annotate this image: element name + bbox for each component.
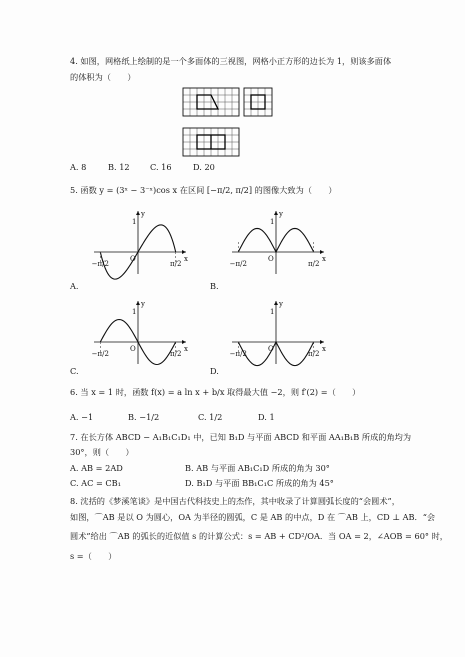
q6-option-b[interactable]: B. −1/2 bbox=[128, 412, 160, 422]
q6-stem: 6. 当 x = 1 时，函数 f(x) = a ln x + b/x 取得最大值 −2，则 f′(2) =（ ） bbox=[70, 387, 361, 397]
graph-c bbox=[90, 298, 190, 368]
graph-b-origin-label: O bbox=[268, 255, 274, 263]
graph-d-x-label: x bbox=[322, 345, 326, 353]
q4-stem-line1: 4. 如图，网格纸上绘制的是一个多面体的三视图，网格小正方形的边长为 1，则该多面体 bbox=[70, 56, 392, 66]
graph-b-x-arrow bbox=[320, 250, 324, 254]
graph-d-origin-label: O bbox=[268, 345, 274, 353]
graph-a-x-label: x bbox=[184, 255, 188, 263]
graph-c-tick-pos: π/2 bbox=[169, 350, 182, 358]
q8-line4: s =（ ） bbox=[70, 551, 117, 561]
graph-b-x-label: x bbox=[322, 255, 326, 263]
graph-d-x-arrow bbox=[320, 340, 324, 344]
graph-a bbox=[90, 208, 190, 278]
graph-a-label[interactable]: A. bbox=[70, 281, 79, 291]
graph-a-origin-label: O bbox=[130, 255, 136, 263]
q7-option-d[interactable]: D. B₁D 与平面 BB₁C₁C 所成的角为 45° bbox=[185, 478, 334, 488]
graph-a-tick-pos: π/2 bbox=[169, 260, 182, 268]
three-view-front bbox=[183, 88, 239, 116]
q4-option-d[interactable]: D. 20 bbox=[193, 162, 215, 172]
graph-b-tick-pos: π/2 bbox=[307, 260, 320, 268]
q7-stem-line1: 7. 在长方体 ABCD − A₁B₁C₁D₁ 中，已知 B₁D 与平面 ABCD 和平面 AA₁B₁B 所成的角均为 bbox=[70, 432, 412, 442]
q5-stem: 5. 函数 y = (3ˣ − 3⁻ˣ)cos x 在区间 [−π/2, π/2] 的图像大致为（ ） bbox=[70, 185, 337, 195]
q4-stem-line2: 的体积为（ ） bbox=[70, 72, 136, 82]
graph-c-tick-neg: −π/2 bbox=[91, 350, 109, 358]
q8-line3: 圆术”给出 ⌒AB 的弧长的近似值 s 的计算公式：s = AB + CD²/OA．当 OA = 2，∠AOB = 60° 时， bbox=[70, 531, 448, 541]
graph-b-label[interactable]: B. bbox=[210, 281, 219, 291]
q6-option-a[interactable]: A. −1 bbox=[70, 412, 94, 422]
graph-a-y-label: y bbox=[141, 210, 145, 218]
graph-b-tick-neg: −π/2 bbox=[229, 260, 247, 268]
graph-d-y-arrow bbox=[274, 301, 278, 305]
graph-b-y-arrow bbox=[274, 211, 278, 215]
graph-c-y-label: y bbox=[141, 300, 145, 308]
q8-line2: 如图，⌒AB 是以 O 为圆心，OA 为半径的圆弧，C 是 AB 的中点，D 在 ⌒AB 上，CD ⊥ AB．“会 bbox=[70, 512, 436, 522]
graph-c-origin-label: O bbox=[130, 345, 136, 353]
q4-option-c[interactable]: C. 16 bbox=[150, 162, 172, 172]
graph-d-tick-neg: −π/2 bbox=[229, 350, 247, 358]
graph-c-label[interactable]: C. bbox=[70, 366, 79, 376]
graph-b-y-label: y bbox=[279, 210, 283, 218]
graph-d-tick-one: 1 bbox=[270, 308, 275, 316]
graph-a-x-arrow bbox=[182, 250, 186, 254]
q4-option-b[interactable]: B. 12 bbox=[108, 162, 130, 172]
graph-b-tick-one: 1 bbox=[270, 218, 275, 226]
graph-d bbox=[228, 298, 328, 368]
graph-c-x-label: x bbox=[184, 345, 188, 353]
q4-option-a[interactable]: A. 8 bbox=[70, 162, 87, 172]
graph-a-y-arrow bbox=[136, 211, 140, 215]
q6-option-c[interactable]: C. 1/2 bbox=[198, 412, 223, 422]
q6-option-d[interactable]: D. 1 bbox=[258, 412, 275, 422]
graph-c-tick-one: 1 bbox=[132, 308, 137, 316]
graph-c-y-arrow bbox=[136, 301, 140, 305]
graph-a-tick-neg: −π/2 bbox=[91, 260, 109, 268]
graph-d-tick-pos: π/2 bbox=[307, 350, 320, 358]
graph-a-tick-one: 1 bbox=[132, 218, 137, 226]
q7-stem-line2: 30°，则（ ） bbox=[70, 447, 134, 457]
q7-option-a[interactable]: A. AB = 2AD bbox=[70, 463, 123, 473]
q8-line1: 8. 沈括的《梦溪笔谈》是中国古代科技史上的杰作，其中收录了计算圆弧长度的“会圆术”， bbox=[70, 496, 400, 506]
three-view-side bbox=[244, 88, 272, 116]
three-view-top bbox=[183, 128, 239, 156]
q7-option-b[interactable]: B. AB 与平面 AB₁C₁D 所成的角为 30° bbox=[185, 463, 330, 473]
graph-d-label[interactable]: D. bbox=[210, 366, 219, 376]
q7-option-c[interactable]: C. AC = CB₁ bbox=[70, 478, 121, 488]
graph-b bbox=[228, 208, 328, 278]
graph-d-y-label: y bbox=[279, 300, 283, 308]
graph-c-x-arrow bbox=[182, 340, 186, 344]
